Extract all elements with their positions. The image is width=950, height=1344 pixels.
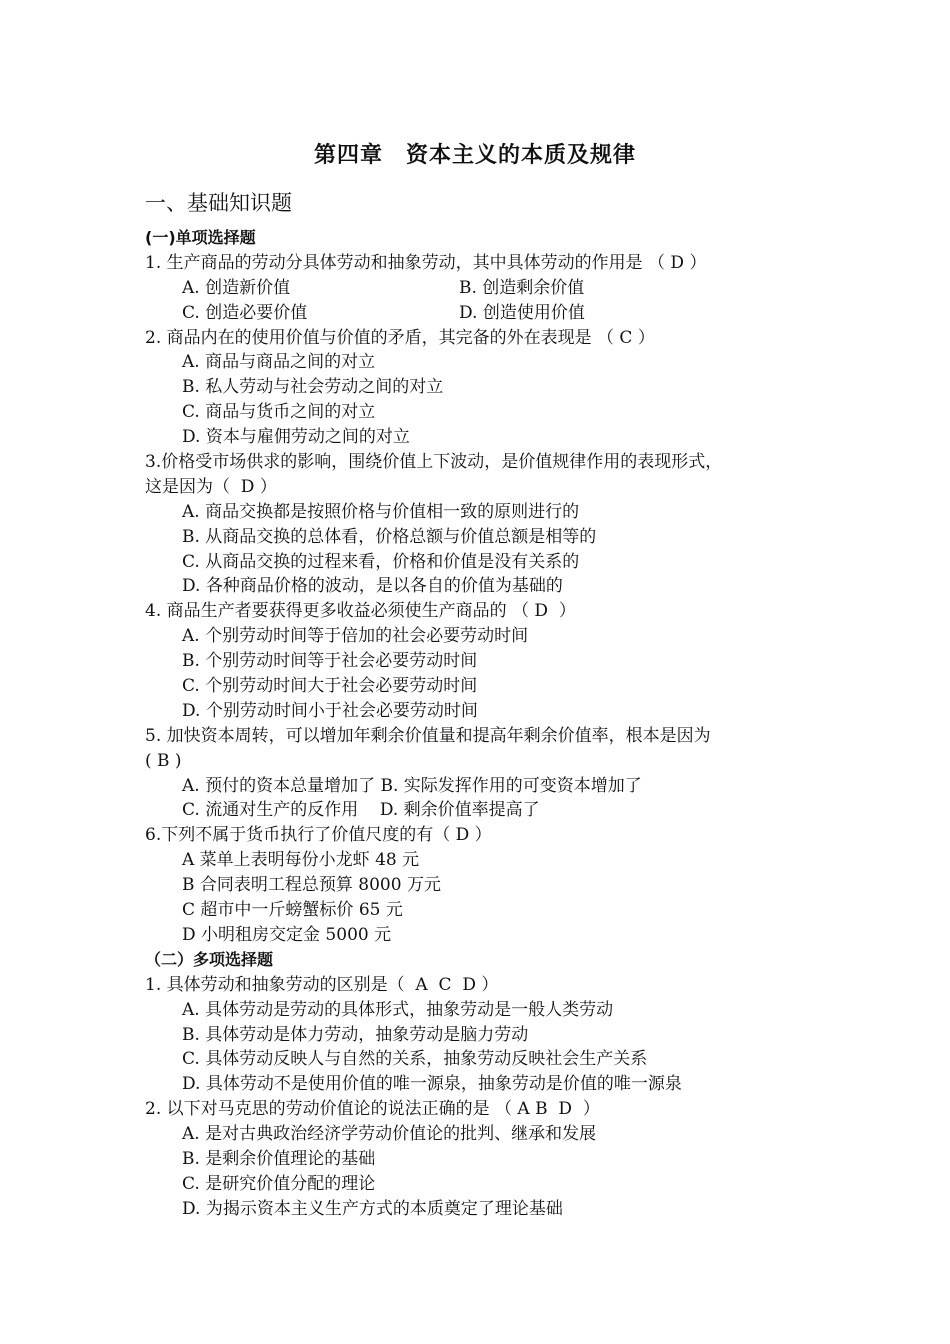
option: C. 创造必要价值 [182,302,308,323]
option: C. 具体劳动反映人与自然的关系，抽象劳动反映社会生产关系 [182,1049,648,1070]
option: D. 为揭示资本主义生产方式的本质奠定了理论基础 [182,1198,563,1219]
option: A 菜单上表明每份小龙虾 48 元 [182,850,420,871]
question-stem: 3.价格受市场供求的影响，围绕价值上下波动，是价值规律作用的表现形式， [145,452,723,473]
option: A. 商品交换都是按照价格与价值相一致的原则进行的 [182,501,580,522]
option-row [145,301,805,326]
question-stem: 6.下列不属于货币执行了价值尺度的有（ D ） [145,825,492,846]
option: D. 资本与雇佣劳动之间的对立 [182,427,410,448]
option: B. 个别劳动时间等于社会必要劳动时间 [182,651,478,672]
option-row: A. 预付的资本总量增加了 B. 实际发挥作用的可变资本增加了 [182,775,642,796]
option: C 超市中一斤螃蟹标价 65 元 [182,900,403,921]
option: B. 是剩余价值理论的基础 [182,1148,376,1169]
option: C. 从商品交换的过程来看，价格和价值是没有关系的 [182,551,580,572]
question-stem-continued: ( B ) [145,750,182,771]
option: B. 具体劳动是体力劳动，抽象劳动是脑力劳动 [182,1024,529,1045]
section-heading: 一、基础知识题 [145,191,292,215]
question-stem: 4. 商品生产者要获得更多收益必须使生产商品的 （ D ） [145,601,576,622]
option: D. 各种商品价格的波动，是以各自的价值为基础的 [182,576,563,597]
option: B. 创造剩余价值 [459,277,585,298]
option-row [145,276,805,301]
option: C. 个别劳动时间大于社会必要劳动时间 [182,676,478,697]
option: C. 是研究价值分配的理论 [182,1173,376,1194]
option: B. 私人劳动与社会劳动之间的对立 [182,377,444,398]
multi-choice-heading: （二）多项选择题 [145,949,274,969]
option: A. 商品与商品之间的对立 [182,352,376,373]
question-stem: 2. 商品内在的使用价值与价值的矛盾，其完备的外在表现是 （ C ） [145,327,655,348]
option: A. 创造新价值 [182,277,291,298]
question-stem: 1. 生产商品的劳动分具体劳动和抽象劳动，其中具体劳动的作用是 （ D ） [145,252,707,273]
option: A. 个别劳动时间等于倍加的社会必要劳动时间 [182,626,529,647]
option: D. 具体劳动不是使用价值的唯一源泉，抽象劳动是价值的唯一源泉 [182,1074,682,1095]
option: A. 具体劳动是劳动的具体形式，抽象劳动是一般人类劳动 [182,999,614,1020]
question-stem: 5. 加快资本周转，可以增加年剩余价值量和提高年剩余价值率，根本是因为 [145,725,711,746]
option: B 合同表明工程总预算 8000 万元 [182,875,441,896]
question-stem-continued: 这是因为（ D ） [145,476,277,497]
chapter-title: 第四章 资本主义的本质及规律 [313,143,636,168]
question-stem: 2. 以下对马克思的劳动价值论的说法正确的是 （ A B D ） [145,1099,600,1120]
option: C. 商品与货币之间的对立 [182,402,376,423]
single-choice-heading: (一)单项选择题 [145,228,256,247]
option: D. 个别劳动时间小于社会必要劳动时间 [182,700,478,721]
option-row: C. 流通对生产的反作用 D. 剩余价值率提高了 [182,800,540,821]
question-stem: 1. 具体劳动和抽象劳动的区别是（ A C D ） [145,974,499,995]
option: D 小明租房交定金 5000 元 [182,924,392,945]
option: D. 创造使用价值 [459,302,585,323]
question-list [145,226,805,1222]
option: B. 从商品交换的总体看，价格总额与价值总额是相等的 [182,526,597,547]
option: A. 是对古典政治经济学劳动价值论的批判、继承和发展 [182,1124,597,1145]
